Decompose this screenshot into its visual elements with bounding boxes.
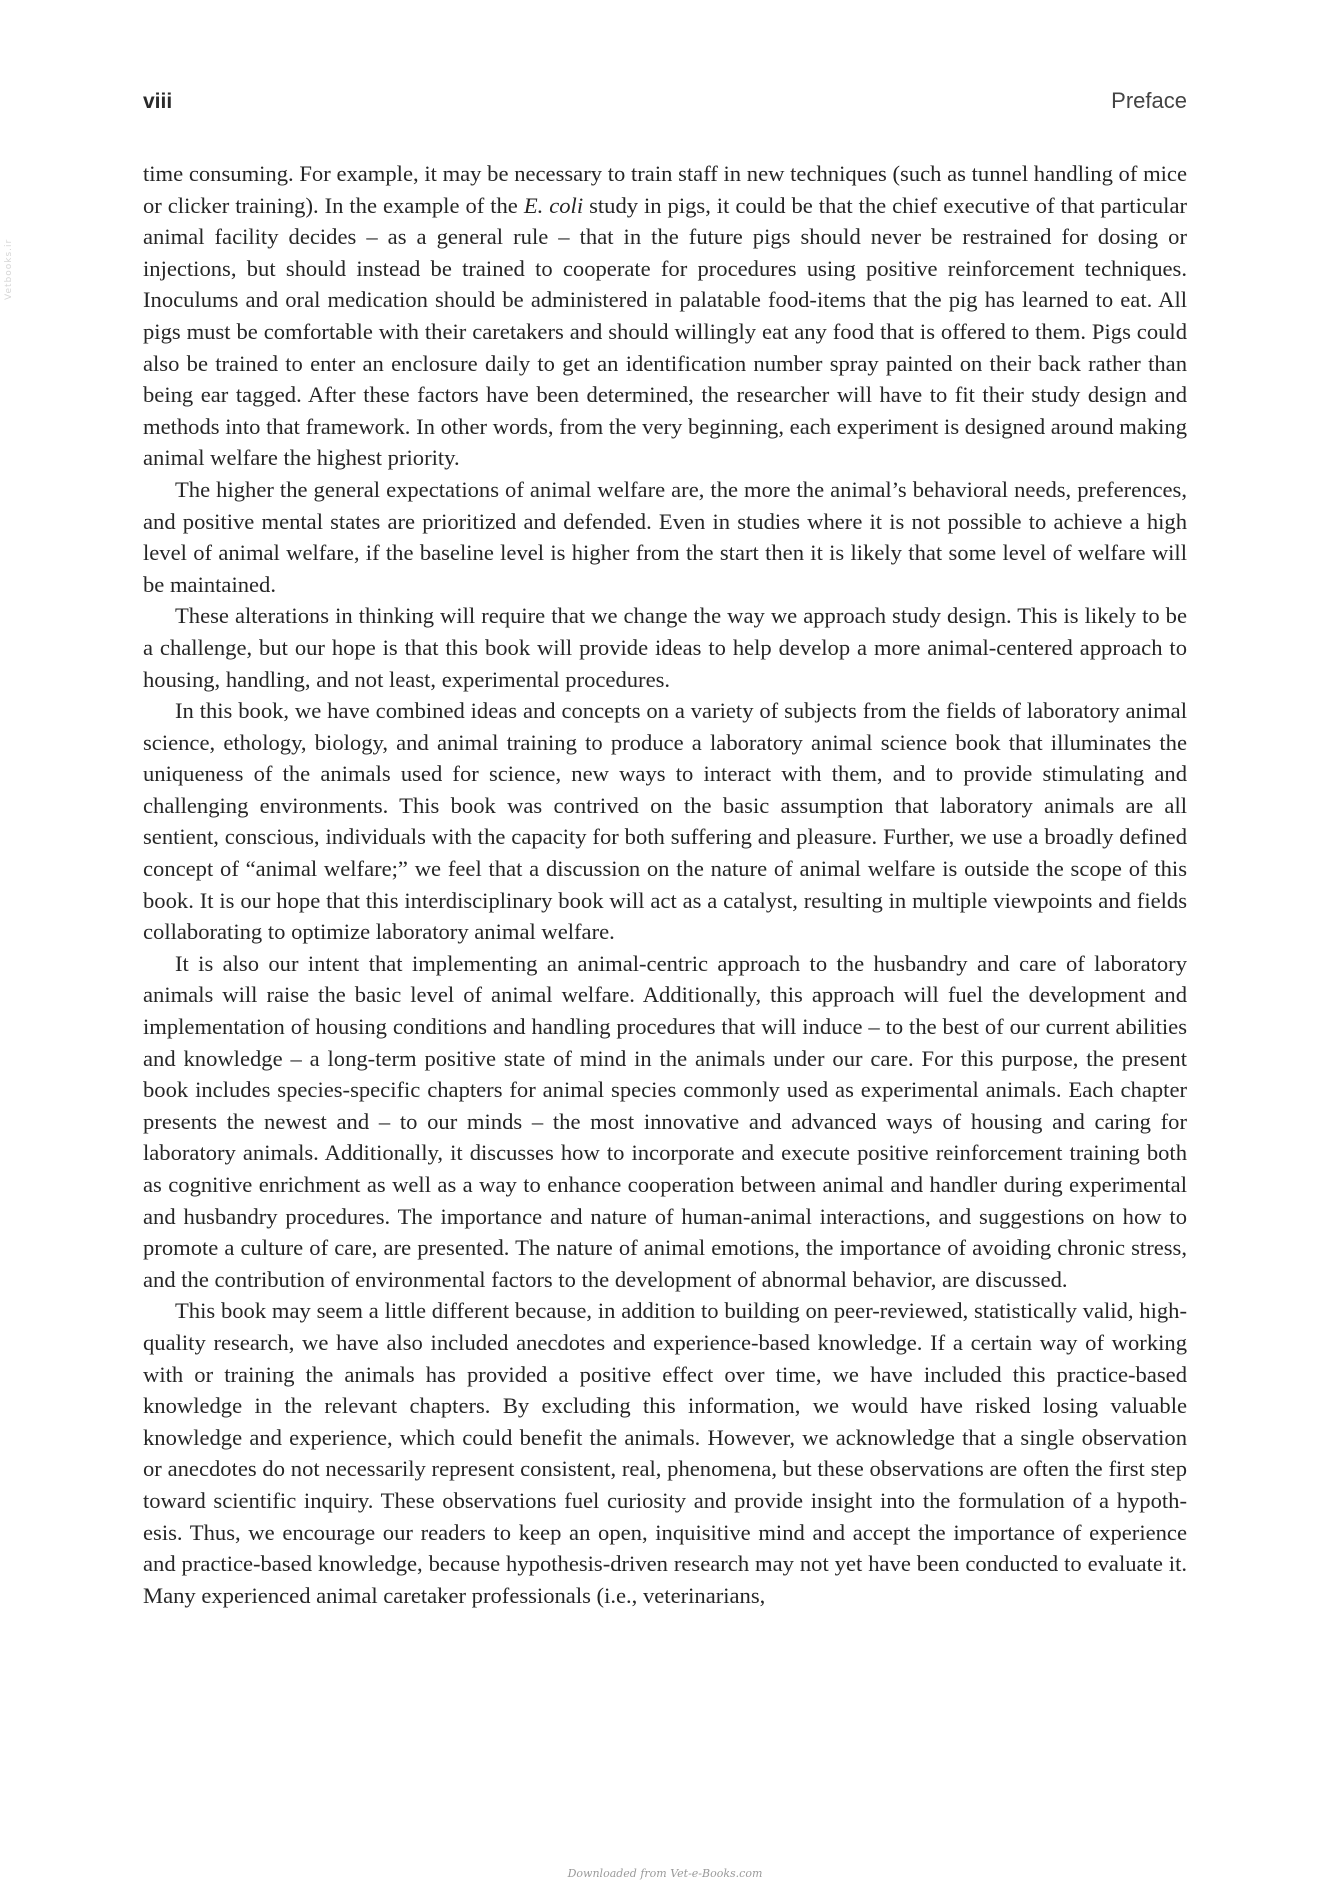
paragraph-4: In this book, we have combined ideas and concepts on a variety of subjects from the fields of laboratory animal science, ethology, biology, and animal training to produce a laboratory animal science book that illuminates the uniqueness of the animals used for science, new ways to interact with them, and to provide stimulating and challenging environments. This book was contrived on the basic assumption that laboratory animals are all sentient, conscious, individuals with the capacity for both suffering and pleasure. Further, we use a broadly defined concept of “animal welfare;” we feel that a discussion on the nature of animal welfare is outside the scope of this book. It is our hope that this interdisciplinary book will act as a catalyst, resulting in multiple viewpoints and fields collaborating to optimize laboratory animal welfare. <box>143 698 1187 945</box>
side-watermark: Vetbooks.ir <box>4 238 14 300</box>
page-header <box>143 88 1187 114</box>
italic-species-name: E. coli <box>523 192 584 218</box>
body-text <box>143 158 1187 1611</box>
paragraph-6: This book may seem a little different because, in addition to building on peer-reviewed, statistically valid, high-quality research, we have also included anecdotes and experience-based knowledge. If a certain way of working with or training the animals has provided a positive effect over time, we have included this practice-based knowledge in the relevant chapters. By excluding this information, we would have risked losing valuable knowledge and experience, which could benefit the animals. However, we acknowledge that a single observation or anecdotes do not necessarily represent consistent, real, phenomena, but these observations are often the first step toward scientific inquiry. These observations fuel curiosity and provide insight into the formulation of a hypothesis. Thus, we encourage our readers to keep an open, inquisitive mind and accept the importance of experience and practice-based knowledge, because hypothesis-driven research may not yet have been conducted to evaluate it. Many experienced animal caretaker professionals (i.e., veterinarians, <box>143 1298 1187 1608</box>
paragraph-1 <box>143 158 1187 474</box>
running-title: Preface <box>1111 88 1187 113</box>
page-number: viii <box>143 90 173 113</box>
paragraph-2: The higher the general expectations of animal welfare are, the more the animal’s behavioral needs, preferences, and positive mental states are prioritized and defended. Even in studies where it is not possible to achieve a high level of animal welfare, if the baseline level is higher from the start then it is likely that some level of welfare will be maintained. <box>143 476 1187 597</box>
paragraph-3: These alterations in thinking will require that we change the way we approach study design. This is likely to be a challenge, but our hope is that this book will provide ideas to help develop a more animal-centered approach to housing, handling, and not least, experimental procedures. <box>143 603 1187 692</box>
paragraph-1-text-before: time consuming. For example, it may be necessary to train staff in new techniques (such as tunnel handling of mice or clicker training). In the example of the <box>143 161 1187 218</box>
paragraph-5: It is also our intent that implementing an animal-centric approach to the husbandry and care of laboratory animals will raise the basic level of animal welfare. Additionally, this approach will fuel the development and implementation of housing conditions and handling procedures that will induce – to the best of our current abilities and knowledge – a long-term positive state of mind in the animals under our care. For this purpose, the present book includes species-specific chapters for animal species commonly used as experimental animals. Each chapter presents the newest and – to our minds – the most innovative and advanced ways of housing and caring for laboratory animals. Additionally, it discusses how to incorporate and execute positive reinforcement training both as cognitive enrichment as well as a way to enhance cooperation between animal and handler during experimental and husbandry procedures. The importance and nature of human-animal interactions, and suggestions on how to promote a culture of care, are presented. The nature of animal emotions, the importance of avoiding chronic stress, and the contribution of environmental factors to the development of abnormal behavior, are discussed. <box>143 950 1187 1292</box>
paragraph-1-text-after: study in pigs, it could be that the chief executive of that particular animal facility decides – as a general rule – that in the future pigs should never be restrained for dosing or injections, but should instead be trained to cooperate for procedures using positive reinforcement techniques. Inoculums and oral medication should be administered in palatable food-items that the pig has learned to eat. All pigs must be comfortable with their caretakers and should willingly eat any food that is offered to them. Pigs could also be trained to enter an enclosure daily to get an identification number spray painted on their back rather than being ear tagged. After these factors have been determined, the researcher will have to fit their study design and methods into that framework. In other words, from the very beginning, each experiment is designed around making animal welfare the highest priority. <box>143 192 1187 471</box>
footer-watermark: Downloaded from Vet-e-Books.com <box>567 1867 763 1880</box>
